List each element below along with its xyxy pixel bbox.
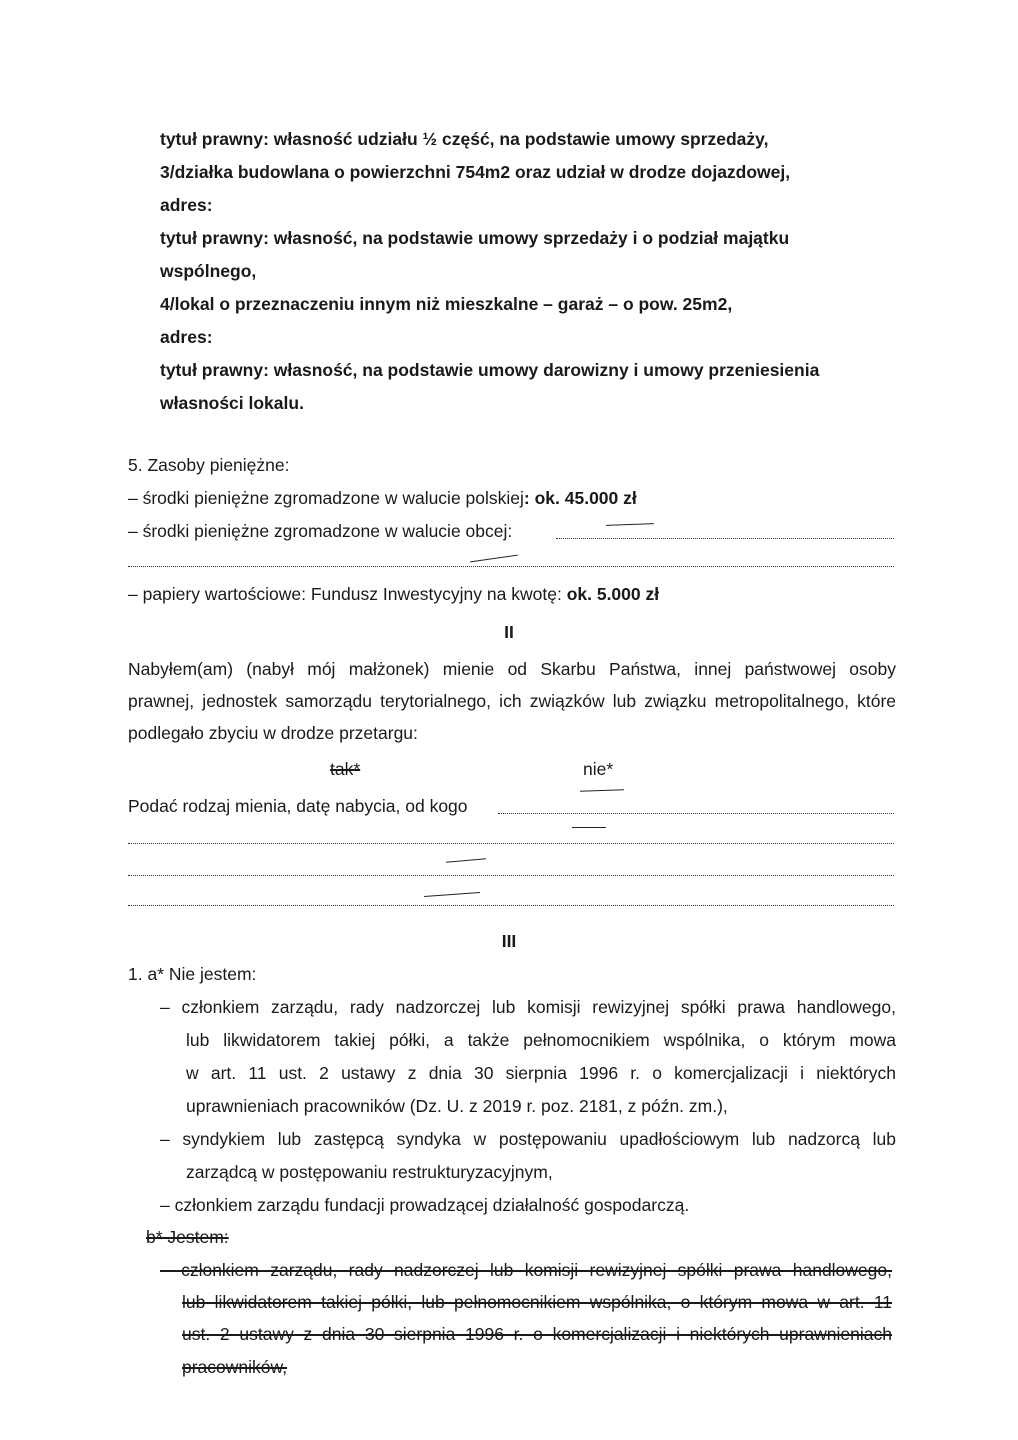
handwritten-dash (606, 523, 654, 526)
pln-funds-label: – środki pieniężne zgromadzone w walucie polskiej (128, 488, 524, 508)
a2-line-2: zarządcą w postępowaniu restrukturyzacyjnym, (186, 1162, 553, 1182)
section-ii-paragraph-line-3: podlegało zbyciu w drodze przetargu: (128, 723, 418, 743)
foreign-funds-dotted-line (556, 538, 894, 539)
pln-funds-line (128, 487, 637, 509)
a1-line-1: – członkiem zarządu, rady nadzorczej lub komisji rewizyjnej spółki prawa handlowego, (160, 997, 896, 1017)
b1-line-2-struck: lub likwidatorem takiej półki, lub pełnomocnikiem wspólnika, o którym mowa w art. 11 (182, 1292, 892, 1312)
property-line-1: tytuł prawny: własność udziału ½ część, na podstawie umowy sprzedaży, (160, 129, 769, 149)
resources-heading: 5. Zasoby pieniężne: (128, 455, 290, 475)
acquisition-dotted-line-3 (128, 875, 894, 876)
option-no: nie* (583, 759, 614, 779)
acquisition-dotted-line-4 (128, 905, 894, 906)
property-line-9: własności lokalu. (160, 393, 304, 413)
a3-line-1: – członkiem zarządu fundacji prowadzącej działalność gospodarczą. (160, 1195, 690, 1215)
property-line-4: tytuł prawny: własność, na podstawie umowy sprzedaży i o podział majątku (160, 228, 790, 248)
section-ii-paragraph-line-2: prawnej, jednostek samorządu terytorialnego, ich związków lub związku metropolitalnego, które (128, 691, 896, 711)
property-line-3: adres: (160, 195, 213, 215)
property-line-2: 3/działka budowlana o powierzchni 754m2 oraz udział w drodze dojazdowej, (160, 162, 791, 182)
securities-value: ok. 5.000 zł (566, 584, 660, 604)
property-line-6: 4/lokal o przeznaczeniu innym niż mieszkalne – garaż – o pow. 25m2, (160, 294, 733, 314)
handwritten-dash (580, 789, 624, 792)
b1-line-3-struck: ust. 2 ustawy z dnia 30 sierpnia 1996 r. o komercjalizacji i niektórych uprawnieniach (182, 1324, 892, 1344)
a1-line-3: w art. 11 ust. 2 ustawy z dnia 30 sierpnia 1996 r. o komercjalizacji i niektórych (186, 1063, 896, 1083)
handwritten-dash (446, 858, 486, 862)
a1-line-4: uprawnieniach pracowników (Dz. U. z 2019 r. poz. 2181, z późn. zm.), (186, 1096, 728, 1116)
handwritten-dash (572, 827, 606, 828)
property-line-5: wspólnego, (160, 261, 257, 281)
acquisition-dotted-line-1 (498, 813, 894, 814)
foreign-funds-label: – środki pieniężne zgromadzone w walucie obcej: (128, 521, 513, 541)
b1-line-1-struck: – członkiem zarządu, rady nadzorczej lub komisji rewizyjnej spółki prawa handlowego, (160, 1260, 892, 1280)
a2-line-1: – syndykiem lub zastępcą syndyka w postępowaniu upadłościowym lub nadzorcą lub (160, 1129, 896, 1149)
option-yes-struck: tak* (330, 759, 361, 779)
section-iii-numeral: III (501, 931, 517, 951)
pln-funds-value: : ok. 45.000 zł (523, 488, 637, 508)
section-iii-b-heading-struck: b* Jestem: (146, 1227, 229, 1247)
foreign-funds-dotted-line-2 (128, 566, 894, 567)
acquisition-detail-label: Podać rodzaj mienia, datę nabycia, od kogo (128, 796, 468, 816)
a1-line-2: lub likwidatorem takiej półki, a także pełnomocnikiem wspólnika, o którym mowa (186, 1030, 896, 1050)
section-iii-a-heading: 1. a* Nie jestem: (128, 964, 257, 984)
b1-line-4-struck: pracowników, (182, 1357, 288, 1377)
section-ii-numeral: II (504, 622, 514, 642)
securities-label: – papiery wartościowe: Fundusz Inwestycyjny na kwotę: (128, 584, 562, 604)
section-ii-paragraph-line-1: Nabyłem(am) (nabył mój małżonek) mienie od Skarbu Państwa, innej państwowej osoby (128, 659, 896, 679)
handwritten-dash (470, 555, 518, 563)
property-line-7: adres: (160, 327, 213, 347)
handwritten-dash (424, 892, 480, 897)
securities-line (128, 583, 659, 605)
acquisition-dotted-line-2 (128, 843, 894, 844)
property-line-8: tytuł prawny: własność, na podstawie umowy darowizny i umowy przeniesienia (160, 360, 820, 380)
